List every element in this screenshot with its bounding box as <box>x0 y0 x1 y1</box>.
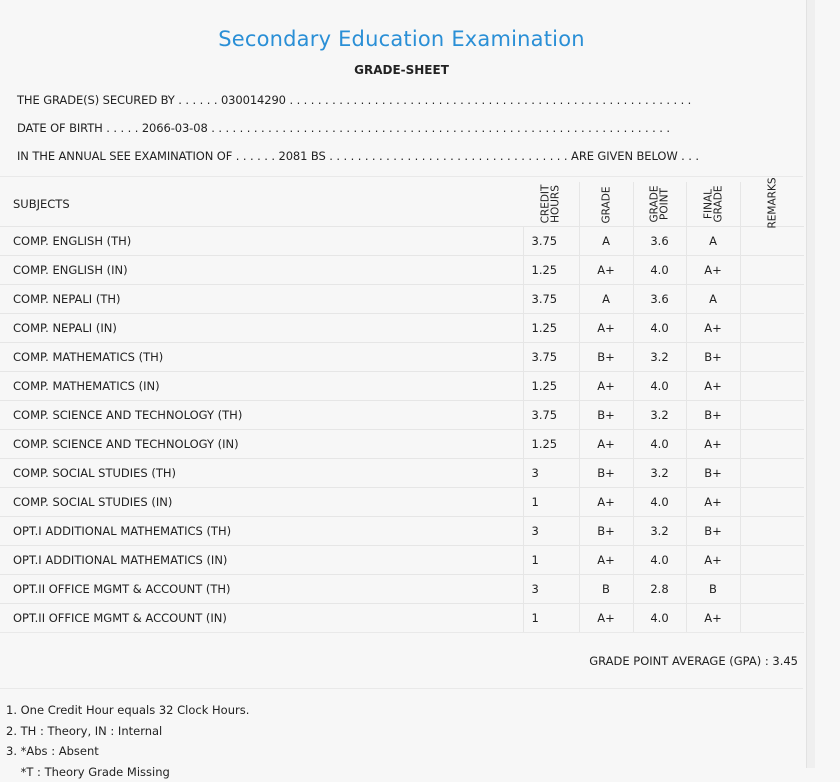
exam-year-value: 2081 BS <box>278 149 325 163</box>
cell-subject: COMP. NEPALI (IN) <box>0 314 523 343</box>
exam-dots-trail: . . . . . . . . . . . . . . . . . . . . . . . . . . . . . . . . . . <box>326 149 571 163</box>
table-row <box>0 372 804 401</box>
secured-by-dots-lead: . . . . . . <box>175 93 221 107</box>
table-row <box>0 575 804 604</box>
table-row <box>0 604 804 633</box>
dob-value: 2066-03-08 <box>142 121 208 135</box>
cell-grade-point: 4.0 <box>633 430 686 459</box>
cell-credit-hours: 1 <box>523 604 579 633</box>
cell-grade: A+ <box>579 546 633 575</box>
header-grade-point: GRADE POINT <box>633 182 686 227</box>
cell-subject: COMP. ENGLISH (TH) <box>0 227 523 256</box>
table-row <box>0 401 804 430</box>
cell-subject: COMP. MATHEMATICS (TH) <box>0 343 523 372</box>
table-row <box>0 343 804 372</box>
cell-final-grade: B+ <box>686 459 740 488</box>
cell-final-grade: A <box>686 227 740 256</box>
table-row <box>0 546 804 575</box>
cell-grade-point: 4.0 <box>633 604 686 633</box>
cell-subject: COMP. SOCIAL STUDIES (TH) <box>0 459 523 488</box>
info-secured-by <box>17 93 691 107</box>
cell-final-grade: A+ <box>686 256 740 285</box>
note-item: 3. *Abs : Absent <box>6 741 249 762</box>
cell-grade-point: 4.0 <box>633 488 686 517</box>
info-exam <box>17 149 699 163</box>
symbol-number-value: 030014290 <box>221 93 286 107</box>
cell-final-grade: A+ <box>686 430 740 459</box>
cell-grade: B+ <box>579 517 633 546</box>
grades-table <box>0 182 804 633</box>
cell-remarks <box>740 401 804 430</box>
dob-label: DATE OF BIRTH <box>17 121 103 135</box>
cell-credit-hours: 1.25 <box>523 430 579 459</box>
cell-subject: OPT.I ADDITIONAL MATHEMATICS (TH) <box>0 517 523 546</box>
cell-grade-point: 3.2 <box>633 459 686 488</box>
cell-remarks <box>740 314 804 343</box>
cell-final-grade: A+ <box>686 546 740 575</box>
cell-remarks <box>740 372 804 401</box>
cell-grade: B+ <box>579 401 633 430</box>
table-row <box>0 285 804 314</box>
cell-remarks <box>740 256 804 285</box>
cell-grade: A+ <box>579 430 633 459</box>
cell-final-grade: A+ <box>686 314 740 343</box>
note-item: 2. TH : Theory, IN : Internal <box>6 721 249 742</box>
cell-grade: A+ <box>579 314 633 343</box>
cell-credit-hours: 3 <box>523 575 579 604</box>
secured-by-label: THE GRADE(S) SECURED BY <box>17 93 175 107</box>
table-bottom-spacer <box>0 632 803 633</box>
footer-divider <box>0 688 803 689</box>
cell-credit-hours: 1 <box>523 546 579 575</box>
cell-subject: COMP. ENGLISH (IN) <box>0 256 523 285</box>
cell-grade: A <box>579 227 633 256</box>
cell-credit-hours: 1.25 <box>523 256 579 285</box>
page-edge <box>806 0 815 768</box>
cell-subject: OPT.II OFFICE MGMT & ACCOUNT (TH) <box>0 575 523 604</box>
cell-grade: A+ <box>579 372 633 401</box>
cell-remarks <box>740 546 804 575</box>
cell-final-grade: A <box>686 285 740 314</box>
table-row <box>0 256 804 285</box>
cell-final-grade: A+ <box>686 372 740 401</box>
cell-final-grade: B+ <box>686 517 740 546</box>
note-item: 1. One Credit Hour equals 32 Clock Hours. <box>6 700 249 721</box>
cell-remarks <box>740 517 804 546</box>
exam-label: IN THE ANNUAL SEE EXAMINATION OF <box>17 149 232 163</box>
dob-dots-trail: . . . . . . . . . . . . . . . . . . . . . . . . . . . . . . . . . . . . . . . . . . . . . . . . . . . . . . . . . . . . . . . . . <box>208 121 670 135</box>
cell-subject: OPT.I ADDITIONAL MATHEMATICS (IN) <box>0 546 523 575</box>
cell-grade: A+ <box>579 488 633 517</box>
cell-grade: B <box>579 575 633 604</box>
cell-subject: COMP. NEPALI (TH) <box>0 285 523 314</box>
table-row <box>0 227 804 256</box>
header-divider <box>0 176 803 177</box>
cell-grade-point: 4.0 <box>633 314 686 343</box>
cell-subject: OPT.II OFFICE MGMT & ACCOUNT (IN) <box>0 604 523 633</box>
cell-credit-hours: 1.25 <box>523 314 579 343</box>
cell-remarks <box>740 343 804 372</box>
table-row <box>0 459 804 488</box>
cell-credit-hours: 3.75 <box>523 285 579 314</box>
cell-grade-point: 3.6 <box>633 285 686 314</box>
table-header-row <box>0 182 804 227</box>
cell-grade: A <box>579 285 633 314</box>
page-subtitle: GRADE-SHEET <box>0 63 803 77</box>
cell-grade: B+ <box>579 459 633 488</box>
cell-grade: A+ <box>579 604 633 633</box>
cell-grade-point: 4.0 <box>633 256 686 285</box>
cell-credit-hours: 3.75 <box>523 227 579 256</box>
exam-dots-lead: . . . . . . <box>232 149 278 163</box>
cell-remarks <box>740 285 804 314</box>
cell-subject: COMP. SOCIAL STUDIES (IN) <box>0 488 523 517</box>
cell-subject: COMP. MATHEMATICS (IN) <box>0 372 523 401</box>
gpa-summary <box>589 654 798 668</box>
header-credit-hours: CREDIT HOURS <box>523 182 579 227</box>
cell-final-grade: B+ <box>686 343 740 372</box>
header-remarks: REMARKS <box>740 182 804 227</box>
cell-remarks <box>740 459 804 488</box>
dob-dots-lead: . . . . . <box>103 121 142 135</box>
cell-subject: COMP. SCIENCE AND TECHNOLOGY (IN) <box>0 430 523 459</box>
cell-grade-point: 4.0 <box>633 372 686 401</box>
cell-credit-hours: 1.25 <box>523 372 579 401</box>
cell-final-grade: B+ <box>686 401 740 430</box>
cell-grade-point: 3.6 <box>633 227 686 256</box>
exam-suffix: ARE GIVEN BELOW . . . <box>571 149 699 163</box>
note-item: *T : Theory Grade Missing <box>6 762 249 782</box>
table-row <box>0 488 804 517</box>
cell-grade: B+ <box>579 343 633 372</box>
header-subjects: SUBJECTS <box>0 182 523 227</box>
info-date-of-birth <box>17 121 670 135</box>
cell-grade-point: 3.2 <box>633 343 686 372</box>
header-final-grade: FINAL GRADE <box>686 182 740 227</box>
table-row <box>0 430 804 459</box>
cell-remarks <box>740 575 804 604</box>
table-row <box>0 517 804 546</box>
gpa-label: GRADE POINT AVERAGE (GPA) : <box>589 654 772 668</box>
cell-subject: COMP. SCIENCE AND TECHNOLOGY (TH) <box>0 401 523 430</box>
gpa-value: 3.45 <box>772 654 798 668</box>
cell-grade: A+ <box>579 256 633 285</box>
cell-credit-hours: 1 <box>523 488 579 517</box>
cell-remarks <box>740 227 804 256</box>
page-title: Secondary Education Examination <box>0 27 803 51</box>
cell-remarks <box>740 604 804 633</box>
cell-grade-point: 3.2 <box>633 401 686 430</box>
cell-credit-hours: 3.75 <box>523 343 579 372</box>
notes-list <box>6 700 249 782</box>
cell-credit-hours: 3 <box>523 459 579 488</box>
cell-grade-point: 2.8 <box>633 575 686 604</box>
table-row <box>0 314 804 343</box>
cell-grade-point: 3.2 <box>633 517 686 546</box>
cell-credit-hours: 3.75 <box>523 401 579 430</box>
cell-remarks <box>740 488 804 517</box>
cell-remarks <box>740 430 804 459</box>
cell-grade-point: 4.0 <box>633 546 686 575</box>
cell-final-grade: A+ <box>686 604 740 633</box>
cell-credit-hours: 3 <box>523 517 579 546</box>
secured-by-dots-trail: . . . . . . . . . . . . . . . . . . . . . . . . . . . . . . . . . . . . . . . . . . . . . . . . . . . . . . . . . <box>286 93 691 107</box>
cell-final-grade: A+ <box>686 488 740 517</box>
header-grade: GRADE <box>579 182 633 227</box>
cell-final-grade: B <box>686 575 740 604</box>
